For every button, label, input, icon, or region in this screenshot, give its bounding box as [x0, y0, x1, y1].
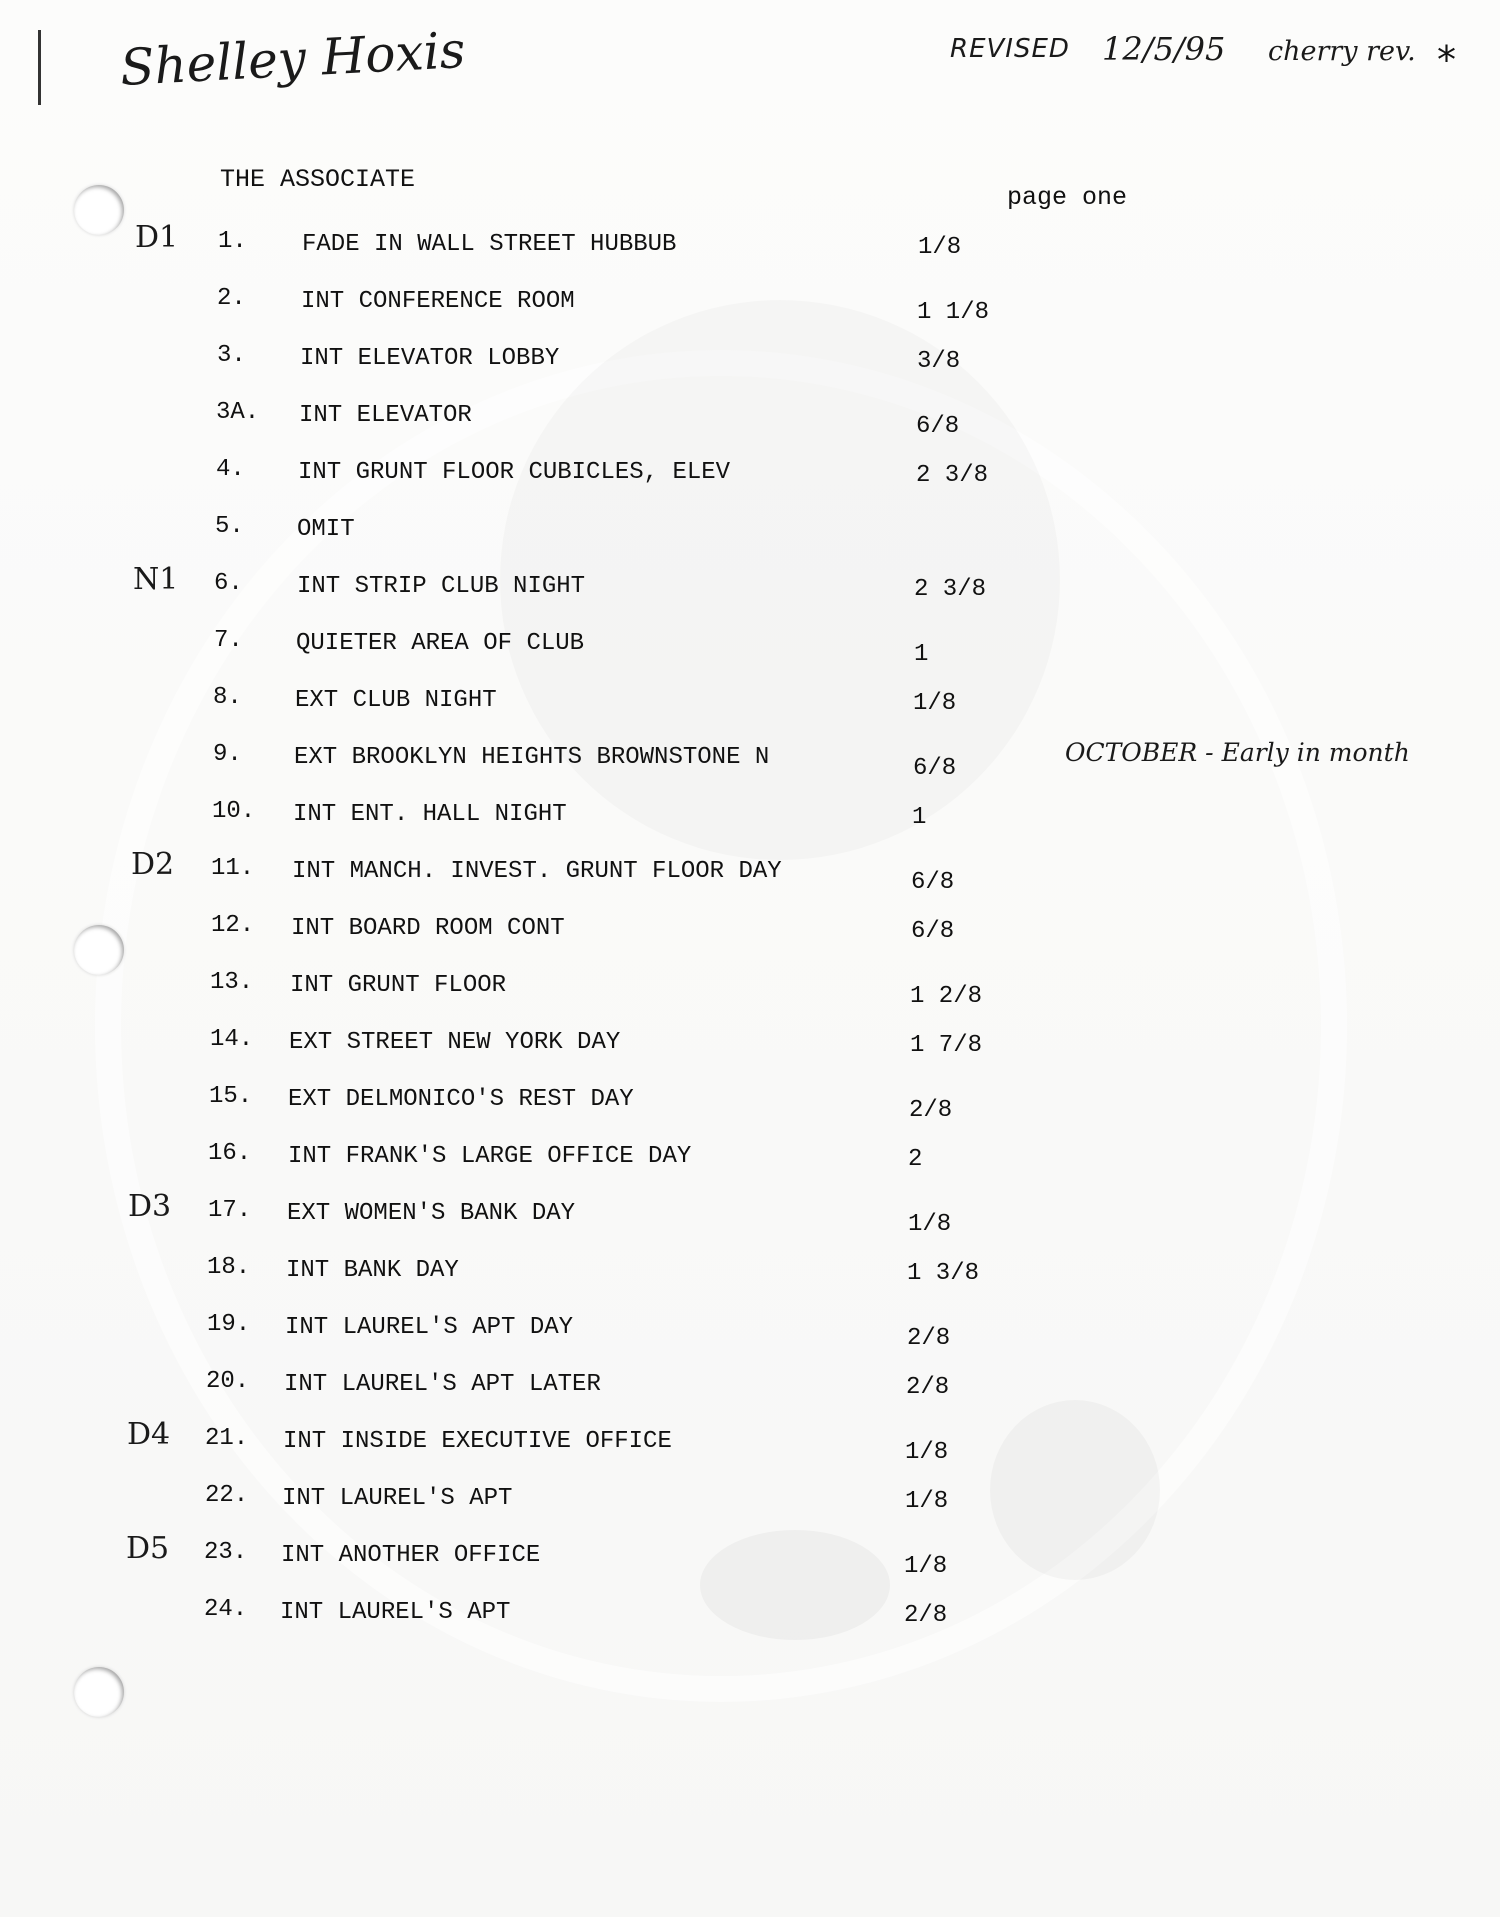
- scene-heading: INT BANK DAY: [286, 1257, 459, 1284]
- star-mark: *: [1437, 38, 1456, 82]
- scene-number: 3.: [217, 342, 246, 369]
- scene-length: 2/8: [907, 1325, 951, 1352]
- scene-heading: INT GRUNT FLOOR CUBICLES, ELEV: [298, 459, 731, 486]
- scene-length: 1 2/8: [910, 983, 983, 1010]
- scene-length: 6/8: [913, 755, 957, 782]
- scene-heading: INT CONFERENCE ROOM: [301, 288, 575, 315]
- scene-heading: INT ENT. HALL NIGHT: [293, 801, 567, 828]
- scene-heading: EXT BROOKLYN HEIGHTS BROWNSTONE N: [294, 744, 770, 771]
- scene-number: 14.: [210, 1026, 254, 1053]
- scene-number: 10.: [212, 798, 256, 825]
- scene-heading: INT LAUREL'S APT: [280, 1599, 511, 1626]
- day-marker: D2: [131, 847, 175, 882]
- day-marker: D5: [126, 1531, 170, 1566]
- scene-number: 23.: [204, 1539, 248, 1566]
- scene-number: 3A.: [216, 399, 260, 426]
- script-title: THE ASSOCIATE: [220, 165, 416, 194]
- scene-heading: FADE IN WALL STREET HUBBUB: [302, 231, 677, 258]
- scene-number: 13.: [210, 969, 254, 996]
- scene-length: 6/8: [916, 413, 960, 440]
- scene-number: 7.: [214, 627, 243, 654]
- punch-hole: [74, 1667, 124, 1717]
- day-marker: D1: [135, 220, 179, 255]
- scene-number: 20.: [206, 1368, 250, 1395]
- scene-length: 1: [912, 804, 927, 831]
- scene-length: 1/8: [913, 690, 957, 717]
- scene-length: 2/8: [909, 1097, 953, 1124]
- scene-heading: INT GRUNT FLOOR: [290, 972, 507, 999]
- scene-length: 1/8: [905, 1439, 949, 1466]
- scene-heading: INT ELEVATOR: [299, 402, 472, 429]
- scene-heading: EXT STREET NEW YORK DAY: [289, 1029, 621, 1056]
- scene-heading: INT ANOTHER OFFICE: [281, 1542, 541, 1569]
- scene-length: 1/8: [904, 1553, 948, 1580]
- scene-length: 6/8: [911, 869, 955, 896]
- scene-heading: INT MANCH. INVEST. GRUNT FLOOR DAY: [292, 858, 782, 885]
- page-label: page one: [1007, 183, 1128, 212]
- handwritten-name: Shelley Hoxis: [118, 21, 467, 97]
- scene-length: 6/8: [911, 918, 955, 945]
- scene-number: 18.: [207, 1254, 251, 1281]
- scene-length: 1 3/8: [907, 1260, 980, 1287]
- scene-length: 1 7/8: [910, 1032, 983, 1059]
- scene-number: 9.: [213, 741, 242, 768]
- scene-heading: INT BOARD ROOM CONT: [291, 915, 565, 942]
- scene-number: 16.: [208, 1140, 252, 1167]
- scene-heading: QUIETER AREA OF CLUB: [296, 630, 585, 657]
- scene-heading: OMIT: [297, 516, 355, 543]
- scene-heading: EXT CLUB NIGHT: [295, 687, 497, 714]
- day-marker: D4: [127, 1417, 171, 1452]
- watermark-blob: [990, 1400, 1160, 1580]
- revised-label: REVISED: [950, 34, 1070, 64]
- scene-heading: INT FRANK'S LARGE OFFICE DAY: [288, 1143, 692, 1170]
- scene-number: 2.: [217, 285, 246, 312]
- revision-color: cherry rev.: [1268, 36, 1416, 67]
- scene-length: 1/8: [905, 1488, 949, 1515]
- scene-length: 3/8: [917, 348, 961, 375]
- scene-number: 11.: [211, 855, 255, 882]
- scene-length: 1 1/8: [917, 299, 990, 326]
- scene-number: 12.: [211, 912, 255, 939]
- scene-number: 15.: [209, 1083, 253, 1110]
- scene-number: 17.: [208, 1197, 252, 1224]
- scene-heading: INT LAUREL'S APT DAY: [285, 1314, 574, 1341]
- scene-length: 2/8: [904, 1602, 948, 1629]
- scene-heading: INT LAUREL'S APT: [282, 1485, 513, 1512]
- scene-heading: INT INSIDE EXECUTIVE OFFICE: [283, 1428, 672, 1455]
- scene-heading: EXT WOMEN'S BANK DAY: [287, 1200, 576, 1227]
- scene-number: 6.: [214, 570, 243, 597]
- scene-length: 1: [914, 641, 929, 668]
- scene-length: 2: [908, 1146, 923, 1173]
- scene-length: 2/8: [906, 1374, 950, 1401]
- scene-number: 4.: [216, 456, 245, 483]
- scene-heading: EXT DELMONICO'S REST DAY: [288, 1086, 634, 1113]
- day-marker: D3: [128, 1189, 172, 1224]
- scene-heading: INT STRIP CLUB NIGHT: [297, 573, 586, 600]
- scene-number: 1.: [218, 228, 247, 255]
- scene-number: 5.: [215, 513, 244, 540]
- scene-number: 19.: [207, 1311, 251, 1338]
- scene-number: 21.: [205, 1425, 249, 1452]
- handwritten-note: OCTOBER - Early in month: [1065, 738, 1410, 767]
- punch-hole: [74, 925, 124, 975]
- scene-heading: INT LAUREL'S APT LATER: [284, 1371, 601, 1398]
- scene-length: 1/8: [918, 234, 962, 261]
- scene-number: 8.: [213, 684, 242, 711]
- scene-number: 24.: [204, 1596, 248, 1623]
- scene-number: 22.: [205, 1482, 249, 1509]
- watermark-blob: [700, 1530, 890, 1640]
- punch-hole: [74, 185, 124, 235]
- page-edge-mark: [38, 30, 41, 105]
- scene-length: 2 3/8: [916, 462, 989, 489]
- scene-length: 2 3/8: [914, 576, 987, 603]
- revised-date: 12/5/95: [1102, 30, 1226, 68]
- scene-length: 1/8: [908, 1211, 952, 1238]
- scene-heading: INT ELEVATOR LOBBY: [300, 345, 560, 372]
- day-marker: N1: [133, 562, 179, 597]
